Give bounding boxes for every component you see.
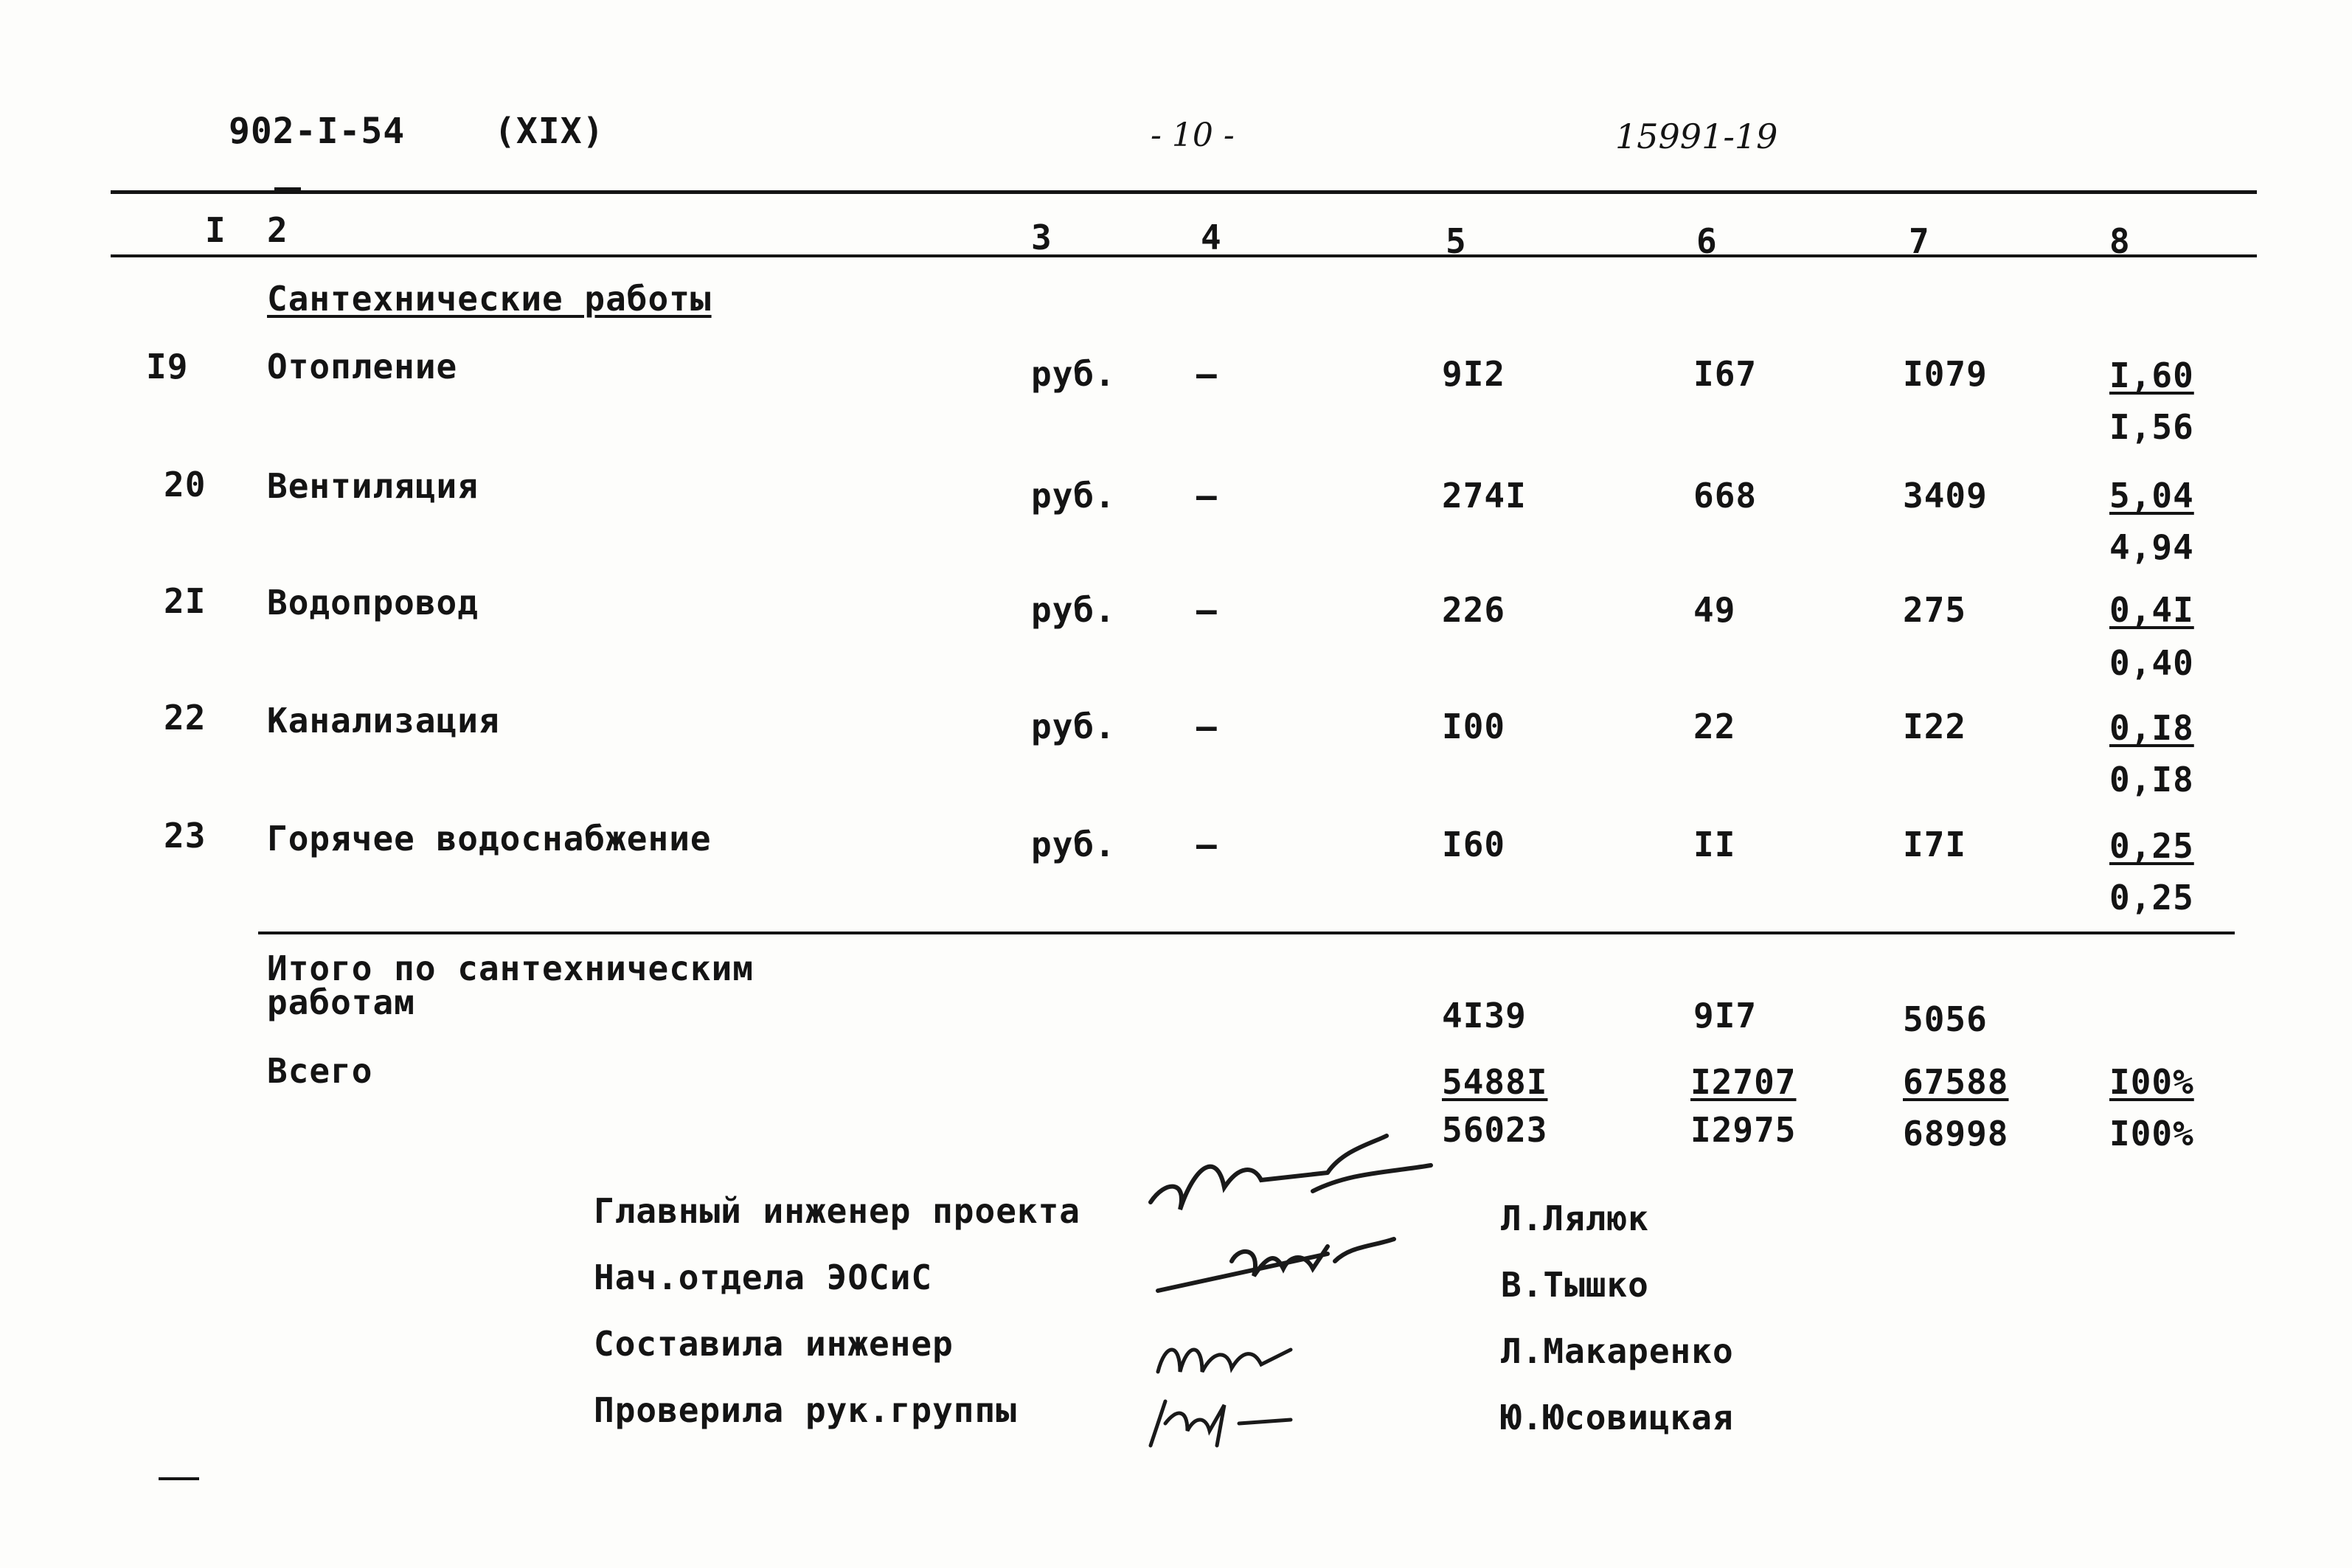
section-bottom-rule	[258, 932, 2235, 934]
header-bottom-rule	[111, 254, 2257, 257]
doc-code: 902-I-54	[229, 111, 406, 152]
row-col7: I7I	[1903, 825, 1967, 864]
subtotal-col5: 4I39	[1442, 996, 1527, 1035]
row-col4: –	[1196, 476, 1218, 516]
row-col6: 668	[1693, 476, 1758, 516]
row-unit: руб.	[1031, 590, 1116, 630]
row-col6: 22	[1693, 707, 1736, 746]
top-rule	[111, 190, 2257, 194]
row-col5: 9I2	[1442, 354, 1506, 394]
row-col4: –	[1196, 707, 1218, 746]
total-col8-top: I00%	[2109, 1062, 2194, 1102]
row-col5: I60	[1442, 825, 1506, 864]
col-header-5: 5	[1446, 221, 1467, 261]
row-name: Вентиляция	[267, 466, 479, 506]
row-col8-top: 5,04	[2109, 476, 2194, 516]
row-number: 23	[164, 816, 207, 856]
row-number: I9	[146, 347, 189, 386]
col-header-3: 3	[1031, 218, 1052, 257]
total-col5-bottom: 56023	[1442, 1110, 1548, 1150]
row-col8-top: 0,25	[2109, 826, 2194, 866]
row-unit: руб.	[1031, 825, 1116, 864]
row-name: Отопление	[267, 347, 458, 386]
row-col4: –	[1196, 825, 1218, 864]
row-col5: 274I	[1442, 476, 1527, 516]
total-col6-top: I2707	[1690, 1062, 1797, 1102]
signature-name: В.Тышко	[1501, 1265, 1649, 1305]
row-number: 2I	[164, 581, 207, 621]
handwritten-signature-head	[1151, 1217, 1468, 1305]
row-col5: I00	[1442, 707, 1506, 746]
row-number: 22	[164, 698, 207, 738]
row-col6: I67	[1693, 354, 1758, 394]
signature-role: Проверила рук.группы	[594, 1390, 1017, 1430]
row-col8-top: I,60	[2109, 355, 2194, 395]
row-col8-bottom: 0,25	[2109, 878, 2194, 917]
row-unit: руб.	[1031, 707, 1116, 746]
row-name: Горячее водоснабжение	[267, 819, 712, 858]
total-col7-bottom: 68998	[1903, 1114, 2009, 1154]
signature-name: Ю.Юсовицкая	[1501, 1398, 1734, 1437]
row-col6: 49	[1693, 590, 1736, 630]
row-col8-bottom: 4,94	[2109, 527, 2194, 567]
signature-name: Л.Макаренко	[1501, 1331, 1734, 1371]
header-tick-mark	[274, 187, 301, 190]
col-header-2: 2	[267, 210, 288, 250]
row-col7: 3409	[1903, 476, 1988, 516]
col-header-4: 4	[1201, 218, 1222, 257]
page-number: - 10 -	[1151, 117, 1235, 154]
row-col4: –	[1196, 354, 1218, 394]
total-label: Всего	[267, 1051, 373, 1091]
total-col6-bottom: I2975	[1690, 1110, 1797, 1150]
row-col8-bottom: I,56	[2109, 407, 2194, 447]
row-col8-top: 0,I8	[2109, 708, 2194, 748]
row-col8-bottom: 0,I8	[2109, 760, 2194, 799]
col-header-7: 7	[1909, 221, 1930, 261]
signature-role: Составила инженер	[594, 1324, 954, 1364]
section-title: Сантехнические работы	[267, 279, 712, 319]
col-header-8: 8	[2109, 221, 2131, 261]
row-col8-top: 0,4I	[2109, 590, 2194, 630]
row-col7: 275	[1903, 590, 1967, 630]
col-header-1: I	[205, 210, 226, 250]
row-unit: руб.	[1031, 476, 1116, 516]
signature-role: Нач.отдела ЭОСиС	[594, 1257, 933, 1297]
subtotal-col7: 5056	[1903, 999, 1988, 1039]
total-col7-top: 67588	[1903, 1062, 2009, 1102]
total-col5-top: 5488I	[1442, 1062, 1548, 1102]
handwritten-signature-compiler	[1151, 1320, 1298, 1387]
row-col8-bottom: 0,40	[2109, 643, 2194, 683]
footer-dash-mark	[159, 1477, 199, 1480]
subtotal-label-line1: Итого по сантехническим	[267, 948, 754, 988]
total-col8-bottom: I00%	[2109, 1114, 2194, 1154]
handwritten-signature-chief	[1136, 1121, 1468, 1232]
row-col7: I079	[1903, 354, 1988, 394]
row-col4: –	[1196, 590, 1218, 630]
handwritten-signature-checker	[1143, 1387, 1305, 1453]
row-name: Водопровод	[267, 583, 479, 622]
row-col6: II	[1693, 825, 1736, 864]
subtotal-col6: 9I7	[1693, 996, 1758, 1035]
doc-reference: 15991-19	[1615, 117, 1778, 156]
row-name: Канализация	[267, 701, 500, 740]
row-col7: I22	[1903, 707, 1967, 746]
signature-role: Главный инженер проекта	[594, 1191, 1080, 1231]
row-unit: руб.	[1031, 354, 1116, 394]
signature-name: Л.Лялюк	[1501, 1198, 1649, 1238]
doc-volume: (XIX)	[494, 111, 605, 152]
subtotal-label-line2: работам	[267, 982, 415, 1022]
row-number: 20	[164, 465, 207, 504]
row-col5: 226	[1442, 590, 1506, 630]
col-header-6: 6	[1696, 221, 1718, 261]
